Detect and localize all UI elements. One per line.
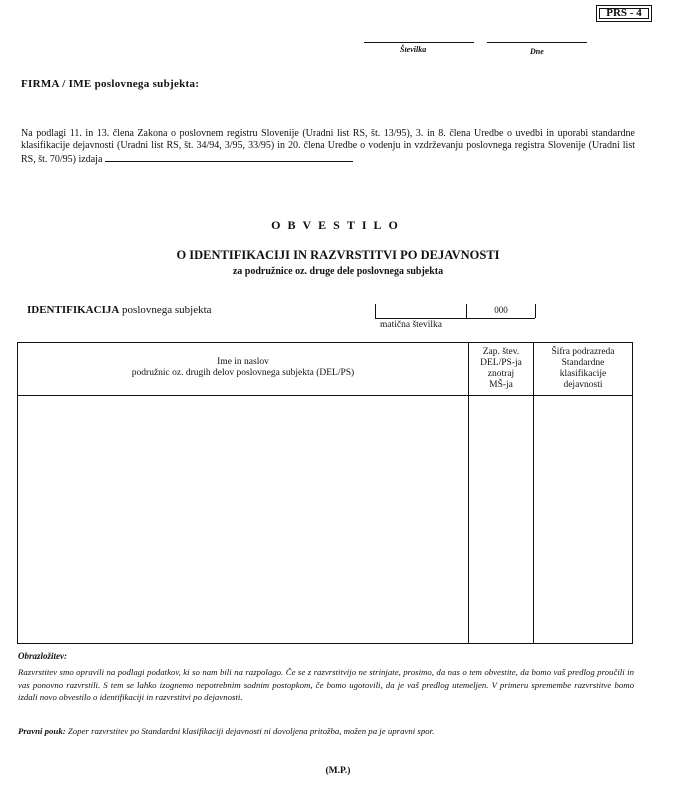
notes-title: Obrazložitev: — [18, 651, 67, 661]
stamp-placeholder: (M.P.) — [325, 766, 351, 776]
table-header-name-address-line2: podružnic oz. drugih delov poslovnega subjekta (DEL/PS) — [131, 368, 355, 378]
notes-body: Razvrstitev smo opravili na podlagi podatkov, ki so nam bili na razpolago. Če se z razvrstitvijo ne strinjate, prosimo, da nas o tem obvestite, da bomo vaš predlog proučili in vas ponovno razvrstili. S tem se lahko izognemo nepotrebnim sodnim postopkom, če bomo ugotovili, da je vaš predlog utemeljen. V primeru spremembe razvrstitve bomo izdali novo obvestilo o identifikaciji in razvrstitvi po dejavnosti. — [18, 667, 634, 702]
company-label: FIRMA / IME poslovnega subjekta: — [21, 78, 200, 90]
date-line — [487, 42, 587, 43]
table-header-name-address — [18, 357, 468, 379]
table-header-classification-line: Šifra podrazreda — [551, 347, 615, 357]
table-header-sequence-line: Zap. štev. — [482, 347, 520, 357]
table-header-divider — [18, 395, 632, 396]
units-table — [17, 342, 633, 644]
document-title: OBVESTILO — [271, 218, 405, 232]
issuer-line — [105, 152, 353, 162]
identification-label-bold: IDENTIFIKACIJA — [27, 304, 120, 316]
table-header-sequence-line: DEL/PS-ja — [480, 358, 522, 368]
registry-number-field-left — [375, 304, 376, 318]
form-code-text: PRS - 4 — [606, 7, 642, 19]
identification-label-rest: poslovnega subjekta — [119, 304, 212, 316]
number-label: Številka — [400, 45, 427, 54]
legal-remedy-label: Pravni pouk: — [18, 726, 66, 736]
registry-number-separator — [466, 304, 467, 318]
registry-number-suffix: 000 — [494, 305, 508, 315]
legal-basis-text: Na podlagi 11. in 13. člena Zakona o poslovnem registru Slovenije (Uradni list RS, št. 13/95), 3. in 8. člena Uredbe o uvedbi in uporabi standardne klasifikacije dejavnosti (Uradni list RS, št. 34/94, 3/95, 33/95) in 20. člena Uredbe o vodenju in vzdrževanju poslovnega registra Slovenije (Uradni list RS, št. 70/95) izdaja — [21, 128, 635, 165]
document-subtitle-secondary: za podružnice oz. druge dele poslovnega subjekta — [232, 266, 444, 277]
registry-number-label: matična številka — [380, 320, 442, 330]
legal-basis — [21, 128, 635, 166]
document-subtitle: O IDENTIFIKACIJI IN RAZVRSTITVI PO DEJAVNOSTI — [176, 248, 500, 262]
table-header-classification-line: dejavnosti — [563, 380, 603, 390]
table-header-sequence-line: MŠ-ja — [489, 380, 513, 390]
form-code — [596, 5, 652, 22]
table-header-classification-code — [534, 347, 632, 391]
legal-remedy-text: Zoper razvrstitev po Standardni klasifikaciji dejavnosti ni dovoljena pritožba, možen pa je upravni spor. — [65, 726, 435, 736]
table-header-sequence-number — [469, 347, 533, 391]
date-label: Dne — [530, 47, 544, 56]
form-code-inner-border — [599, 8, 649, 19]
table-header-sequence-line: znotraj — [487, 369, 515, 379]
identification-label — [27, 304, 212, 316]
table-header-name-address-line1: Ime in naslov — [217, 357, 269, 367]
number-line — [364, 42, 474, 43]
legal-remedy — [18, 726, 634, 736]
table-header-classification-line: Standardne — [561, 358, 605, 368]
table-header-classification-line: klasifikacije — [559, 369, 607, 379]
registry-number-field-underline — [375, 318, 535, 319]
registry-number-field-right — [535, 304, 536, 318]
